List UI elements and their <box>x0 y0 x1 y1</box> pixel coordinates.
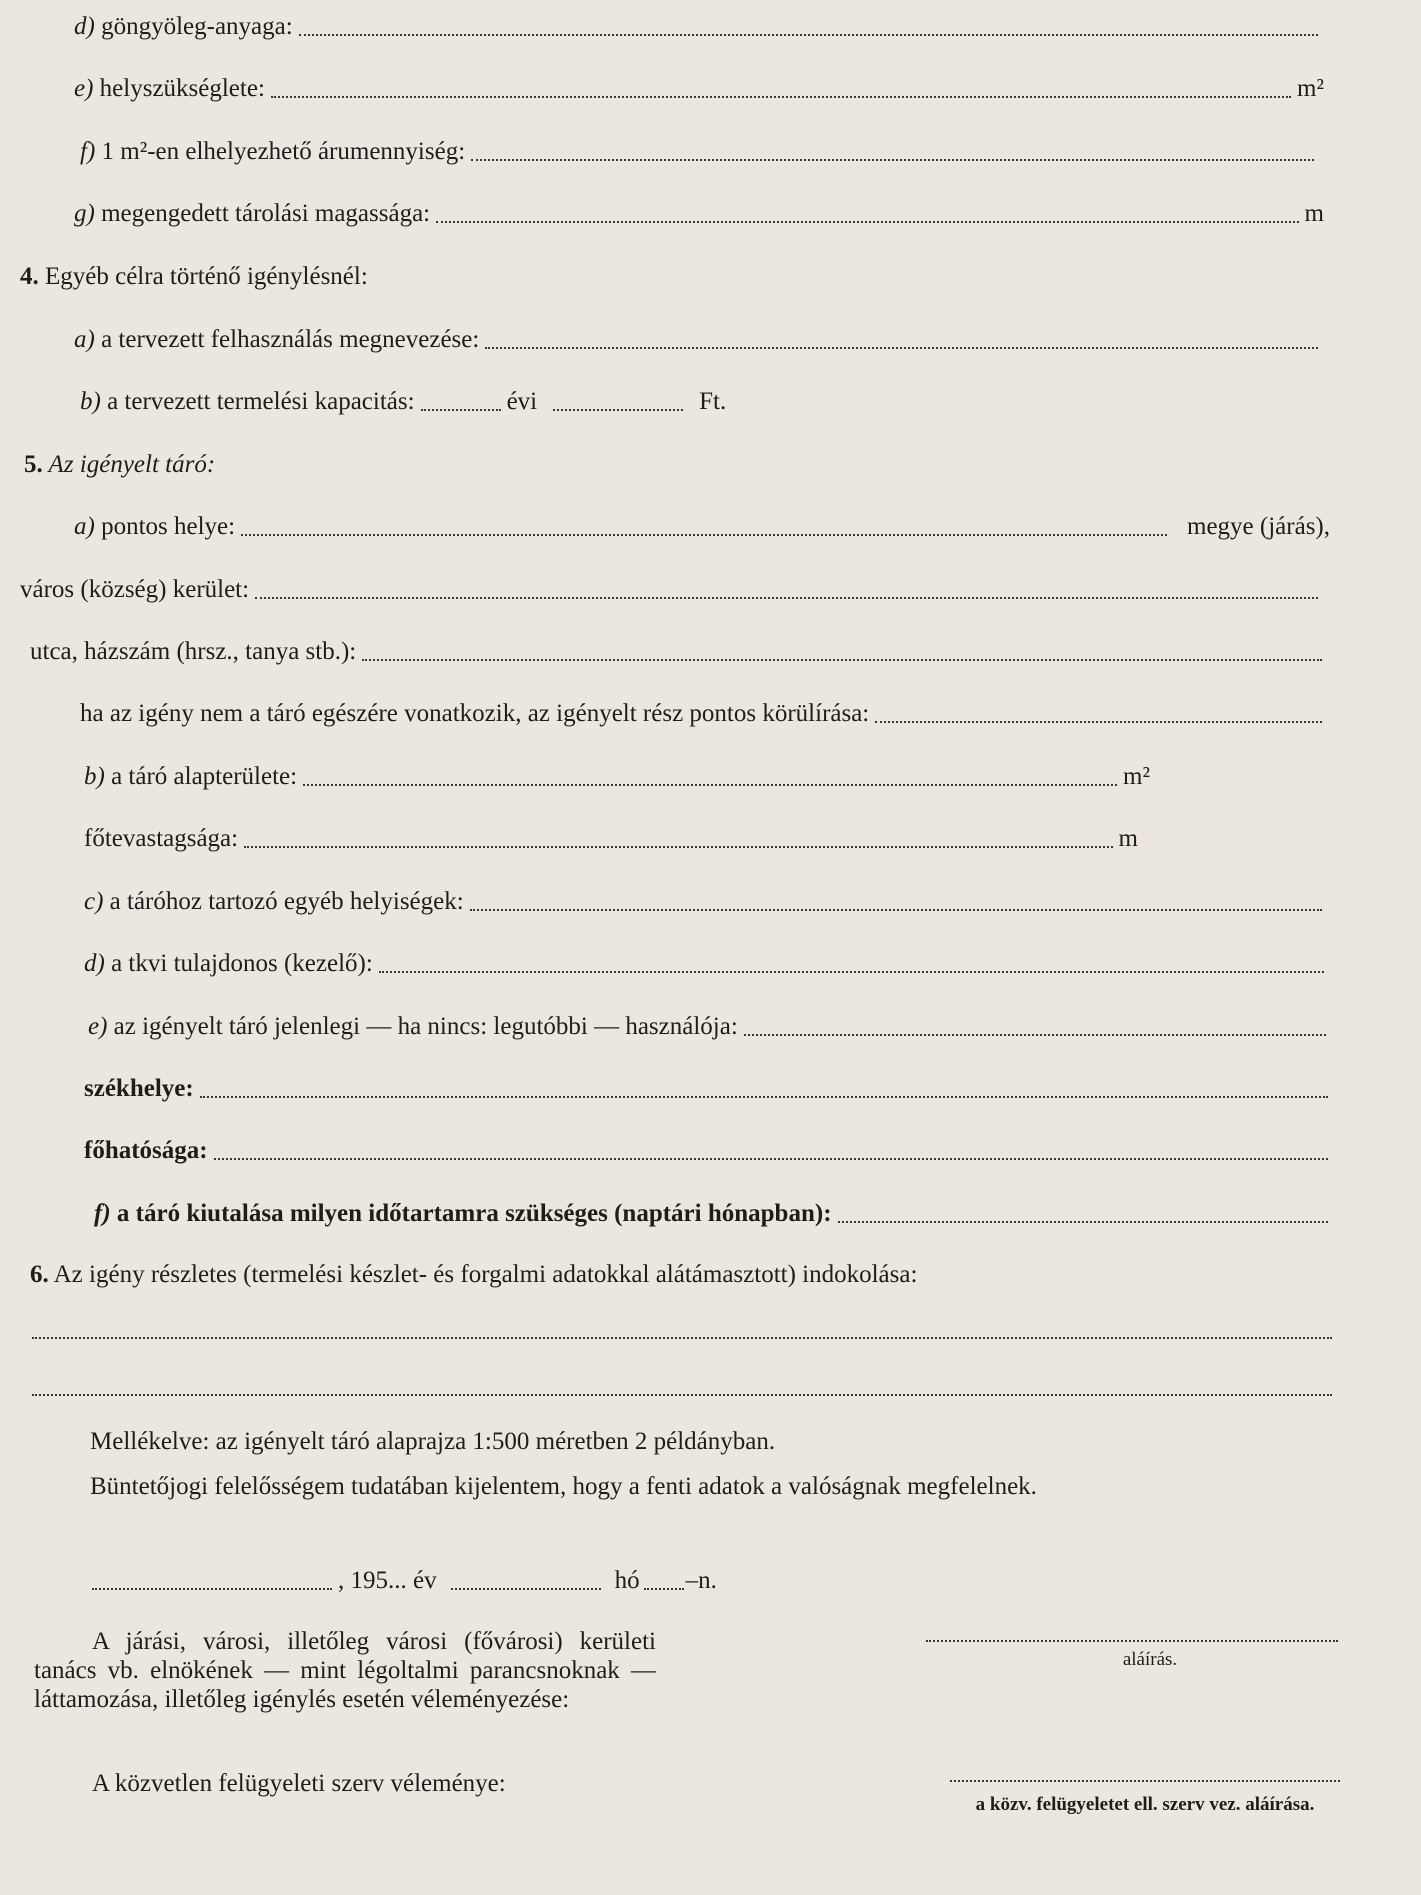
field-5-fohatosag[interactable] <box>214 1158 1328 1160</box>
label-5-resz: ha az igény nem a táró egészére vonatkozik, az igényelt rész pontos körülírása: <box>80 700 870 727</box>
council-approval-text: A járási, városi, illetőleg városi (fővárosi) kerületi tanács vb. elnökének — mint légoltalmi parancsnoknak — láttamozása, illetőleg igénylés esetén véleményezése: <box>34 1628 656 1713</box>
section-number-6: 6. <box>30 1261 49 1288</box>
field-5b[interactable] <box>303 784 1117 786</box>
label-3f: f) 1 m²-en elhelyezhető árumennyiség: <box>80 138 466 165</box>
label-year: , 195... év <box>338 1567 437 1594</box>
label-5-szekhely: székhelye: <box>84 1075 194 1102</box>
field-place[interactable] <box>92 1588 332 1590</box>
supervisor-signature-line[interactable] <box>950 1780 1340 1782</box>
row-3e <box>74 74 1324 104</box>
supervisor-opinion-label: A közvetlen felügyeleti szerv véleménye: <box>92 1770 506 1797</box>
row-3f <box>80 137 1320 167</box>
heading-4 <box>20 262 720 292</box>
unit-4b: Ft. <box>699 388 727 415</box>
field-3f[interactable] <box>471 159 1314 161</box>
field-3d[interactable] <box>299 34 1318 36</box>
field-4a[interactable] <box>485 347 1318 349</box>
field-5-szekhely[interactable] <box>200 1096 1328 1098</box>
signature-line[interactable] <box>926 1640 1338 1642</box>
field-4b-value[interactable] <box>553 409 683 411</box>
row-5-varos <box>20 575 1324 605</box>
row-5a <box>74 512 1330 542</box>
field-5d[interactable] <box>379 971 1324 973</box>
field-day[interactable] <box>644 1588 684 1590</box>
label-4b-evi: évi <box>506 388 538 415</box>
row-3d <box>74 12 1324 42</box>
row-5d <box>84 949 1330 979</box>
field-5c[interactable] <box>470 909 1322 911</box>
field-5-varos[interactable] <box>255 597 1318 599</box>
label-5c: c) a táróhoz tartozó egyéb helyiségek: <box>84 888 464 915</box>
heading-5 <box>24 450 724 480</box>
field-5-fote[interactable] <box>244 846 1112 848</box>
label-4b: b) a tervezett termelési kapacitás: <box>80 388 415 415</box>
field-5-resz[interactable] <box>875 721 1322 723</box>
declaration-text: Büntetőjogi felelősségem tudatában kijelentem, hogy a fenti adatok a valóságnak megfelelnek. <box>90 1473 1037 1500</box>
label-5e: e) az igényelt táró jelenlegi — ha nincs: legutóbbi — használója: <box>88 1013 738 1040</box>
field-6-line-2[interactable] <box>32 1394 1332 1396</box>
row-5c <box>84 887 1328 917</box>
unit-5b: m² <box>1123 763 1150 790</box>
label-5a-megye: megye (járás), <box>1187 513 1330 540</box>
unit-3g: m <box>1304 200 1324 227</box>
row-5f <box>94 1199 1334 1229</box>
label-5-fote: főtevastagsága: <box>84 825 239 852</box>
section-number-4: 4. <box>20 263 39 290</box>
label-5a: a) pontos helye: <box>74 513 236 540</box>
unit-5-fote: m <box>1118 825 1138 852</box>
row-3g <box>74 199 1324 229</box>
field-6-line-1[interactable] <box>32 1337 1332 1339</box>
label-3e: e) helyszükséglete: <box>74 75 265 102</box>
field-5a[interactable] <box>241 534 1167 536</box>
row-5-resz <box>80 699 1328 729</box>
heading-6 <box>30 1260 1330 1290</box>
attachment-note: Mellékelve: az igényelt táró alaprajza 1:500 méretben 2 példányban. <box>90 1428 776 1455</box>
label-5-varos: város (község) kerület: <box>20 576 250 603</box>
section-title-6: Az igény részletes (termelési készlet- és forgalmi adatokkal alátámasztott) indokolása: <box>48 1261 918 1288</box>
label-5d: d) a tkvi tulajdonos (kezelő): <box>84 950 373 977</box>
supervisor-signature-caption: a közv. felügyeletet ell. szerv vez. aláírása. <box>975 1794 1315 1815</box>
row-4a <box>74 325 1324 355</box>
field-5e[interactable] <box>744 1034 1326 1036</box>
field-month[interactable] <box>451 1588 601 1590</box>
label-month: hó <box>614 1567 640 1594</box>
field-3g[interactable] <box>436 221 1298 223</box>
section-number-5: 5. <box>24 451 43 478</box>
field-4b-capacity[interactable] <box>421 409 501 411</box>
label-day: –n. <box>685 1567 717 1594</box>
field-5-utca[interactable] <box>362 659 1322 661</box>
row-5-fohatosag <box>84 1136 1334 1166</box>
signature-caption: aláírás. <box>1122 1649 1178 1670</box>
row-5-szekhely <box>84 1074 1334 1104</box>
field-3e[interactable] <box>271 96 1291 98</box>
section-title-5: Az igényelt táró: <box>42 451 216 478</box>
label-5f: f) a táró kiutalása milyen időtartamra szükséges (naptári hónapban): <box>94 1200 832 1227</box>
label-5-fohatosag: főhatósága: <box>84 1137 208 1164</box>
row-5b <box>84 762 1150 792</box>
section-title-4: Egyéb célra történő igénylésnél: <box>38 263 368 290</box>
label-5b: b) a táró alapterülete: <box>84 763 298 790</box>
row-5-utca <box>30 637 1328 667</box>
label-4a: a) a tervezett felhasználás megnevezése: <box>74 326 480 353</box>
row-4b <box>80 387 880 417</box>
unit-3e: m² <box>1297 75 1324 102</box>
label-5-utca: utca, házszám (hrsz., tanya stb.): <box>30 638 357 665</box>
field-5f[interactable] <box>838 1221 1328 1223</box>
row-5e <box>88 1012 1332 1042</box>
row-date <box>92 1566 792 1596</box>
row-5-fote <box>84 824 1138 854</box>
label-3d: d) göngyöleg-anyaga: <box>74 13 293 40</box>
label-3g: g) megengedett tárolási magassága: <box>74 200 431 227</box>
